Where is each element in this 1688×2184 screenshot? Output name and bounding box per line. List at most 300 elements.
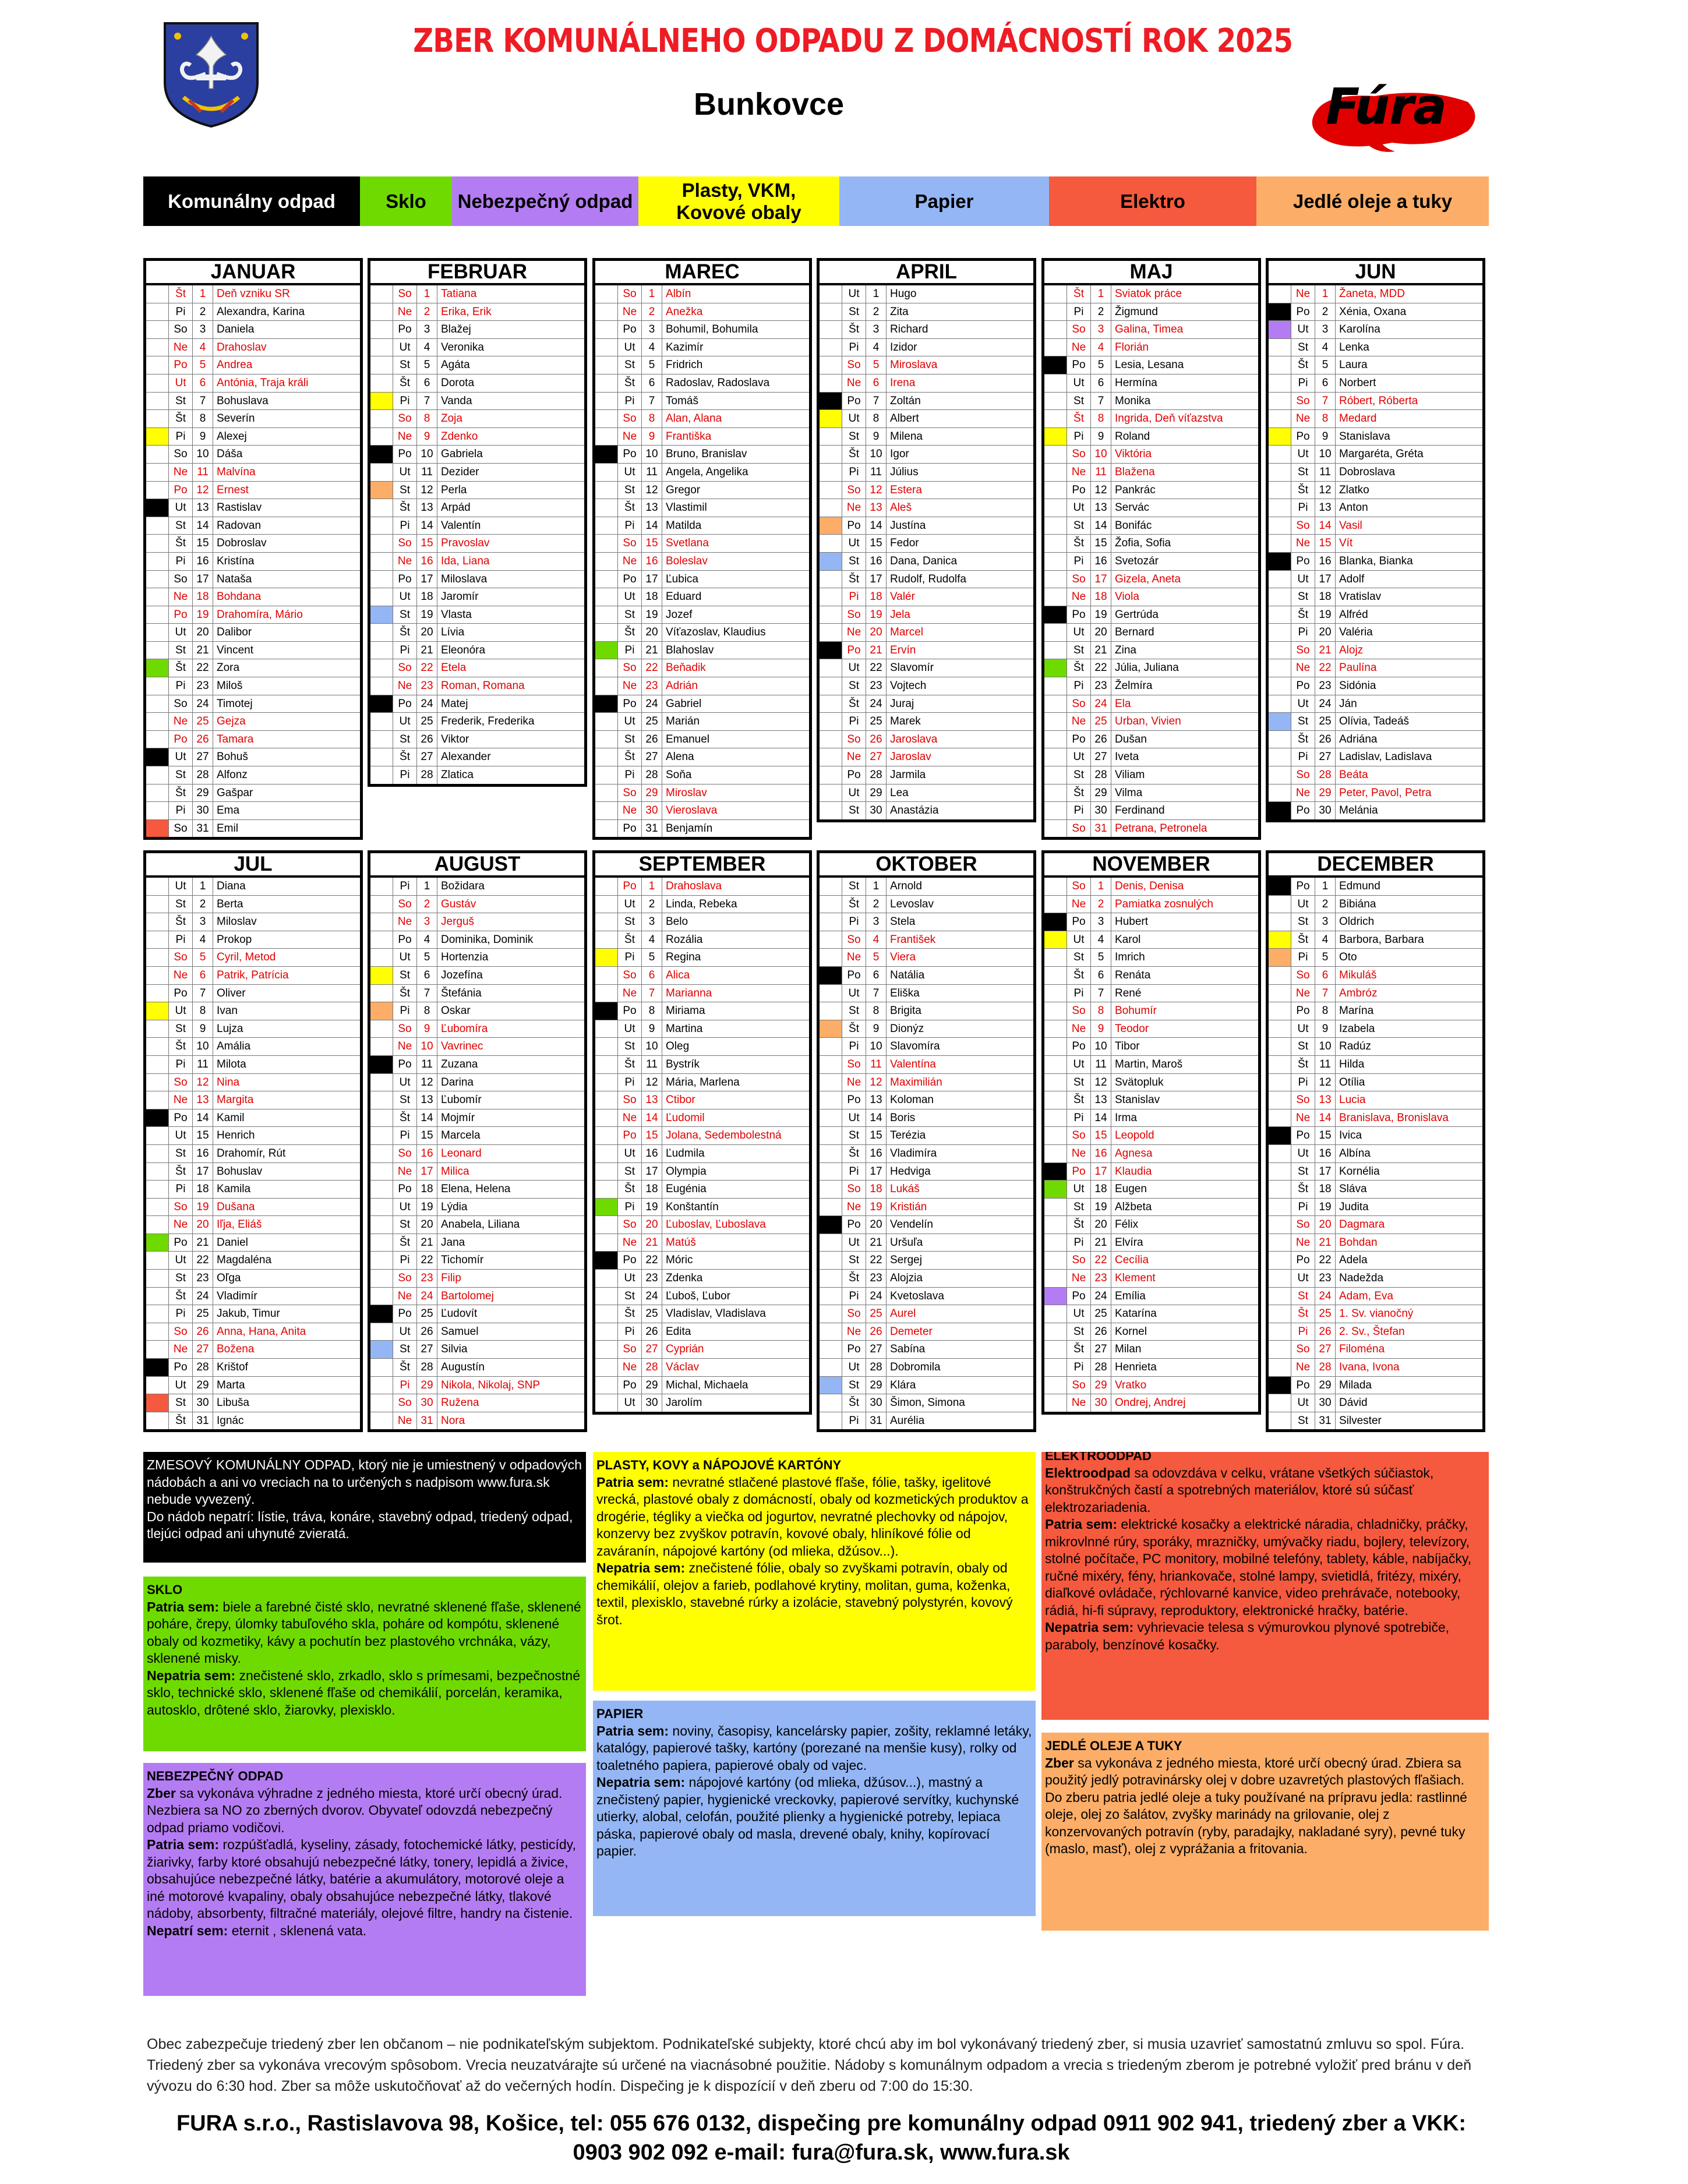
day-row [595, 606, 809, 624]
nameday: Ľudmila [666, 1147, 705, 1160]
day-number: 7 [417, 985, 437, 1002]
collection-cell [146, 1091, 169, 1109]
day-row [820, 1252, 1033, 1270]
day-number: 9 [1091, 428, 1111, 446]
day-number: 4 [642, 339, 662, 356]
collection-cell [595, 931, 618, 949]
day-number: 18 [193, 588, 213, 606]
nameday: René [1115, 987, 1142, 999]
day-number: 3 [642, 913, 662, 931]
day-row [820, 410, 1033, 428]
day-number: 1 [1315, 285, 1336, 303]
day-number: 4 [417, 931, 437, 949]
day-row [1044, 624, 1258, 642]
day-number: 29 [193, 784, 213, 802]
weekday: Po [1067, 482, 1091, 499]
day-row [1269, 949, 1482, 967]
collection-cell [1269, 784, 1291, 802]
day-row [1269, 428, 1482, 446]
collection-cell [820, 339, 842, 356]
day-row [146, 878, 360, 896]
day-number: 26 [866, 731, 887, 748]
collection-marker-plasty [1269, 931, 1291, 949]
day-row [1044, 1359, 1258, 1377]
day-number: 12 [866, 1074, 887, 1091]
day-number: 18 [866, 1181, 887, 1198]
nameday: Klement [1115, 1272, 1156, 1285]
day-number: 17 [1091, 1163, 1111, 1181]
day-row [1269, 878, 1482, 896]
weekday: Pi [169, 428, 193, 446]
collection-cell [370, 1252, 393, 1269]
day-number: 26 [642, 731, 662, 748]
nameday: Vladimír [217, 1289, 257, 1302]
collection-cell [146, 374, 169, 392]
month-title: OKTOBER [820, 853, 1033, 878]
day-row [146, 967, 360, 985]
nameday: Radúz [1339, 1040, 1371, 1053]
nameday: Dobroslava [1339, 465, 1396, 478]
day-number: 28 [1315, 1359, 1336, 1376]
collection-marker-komunalny [370, 1305, 393, 1323]
collection-cell [1269, 482, 1291, 499]
day-row [1269, 1056, 1482, 1074]
oleje-text: Do zberu patria jedlé oleje a tuky používané na prípravu jedla: rastlinné oleje, olej zo šalátov, zvyšky marinády na grilovanie, olej z konzervovaných potravín (ryby, paradajky, nakladané syry), pevné tuky (maslo, masť), olej z vyprážania a fritovania. [1045, 1789, 1467, 1856]
collection-cell [1269, 1020, 1291, 1038]
collection-cell [595, 482, 618, 499]
nameday: Žaneta, MDD [1339, 288, 1405, 300]
collection-cell [595, 802, 618, 819]
day-row [820, 1109, 1033, 1128]
nameday: Adrián [666, 680, 698, 692]
collection-cell [370, 659, 393, 677]
weekday: Po [618, 571, 642, 588]
day-row [595, 1002, 809, 1020]
weekday: Ut [169, 748, 193, 766]
day-row [595, 410, 809, 428]
nameday: Žigmund [1115, 305, 1158, 318]
legend-elektro: Elektro [1049, 176, 1256, 226]
day-row [1269, 967, 1482, 985]
collection-cell [146, 356, 169, 374]
day-number: 20 [1315, 624, 1336, 641]
day-row [370, 1056, 584, 1074]
nameday: Drahoslav [217, 341, 267, 354]
nameday: Ľubica [666, 572, 698, 585]
month-januar [143, 258, 363, 840]
day-number: 10 [193, 1038, 213, 1055]
nameday: Severín [217, 412, 255, 425]
weekday: Ne [169, 1216, 193, 1234]
weekday: St [393, 1091, 417, 1109]
nameday: Antónia, Traja králi [217, 376, 309, 389]
collection-cell [820, 931, 842, 949]
day-row [595, 356, 809, 374]
nameday: Sergej [890, 1254, 922, 1267]
collection-cell [595, 1109, 618, 1127]
weekday: St [1067, 1199, 1091, 1216]
day-number: 26 [1091, 1323, 1111, 1341]
day-number: 22 [417, 1252, 437, 1269]
elektro-nepatria: vyhrievacie telesa s výmurovkou plynové spotrebiče, paraboly, benzínové kosačky. [1045, 1620, 1450, 1652]
weekday: Ut [618, 1394, 642, 1412]
weekday: Ne [393, 913, 417, 931]
day-number: 1 [1091, 878, 1111, 895]
collection-cell [595, 1020, 618, 1038]
nameday: Svätopluk [1115, 1076, 1164, 1089]
collection-cell [595, 1127, 618, 1144]
day-number: 14 [1091, 517, 1111, 535]
collection-cell [1044, 1270, 1067, 1287]
day-row [595, 553, 809, 571]
nameday: Drahomír, Rút [217, 1147, 286, 1160]
collection-cell [595, 766, 618, 784]
weekday: Pi [618, 1323, 642, 1341]
day-number: 6 [642, 967, 662, 984]
weekday: Po [842, 393, 866, 410]
day-row [820, 766, 1033, 784]
day-row [595, 624, 809, 642]
weekday: So [618, 784, 642, 802]
day-row [1044, 499, 1258, 517]
nameday: Slavomíra [890, 1040, 940, 1053]
weekday: Po [1291, 428, 1315, 446]
oleje-zber: sa vykonáva z jedného miesta, ktoré určí obecný úrad. Zbiera sa použitý jedlý potravinársky olej v dobre uzavretých plastových fľašiach. [1045, 1755, 1465, 1787]
day-number: 20 [1315, 1216, 1336, 1234]
collection-cell [370, 339, 393, 356]
weekday: Ne [1067, 339, 1091, 356]
weekday: Po [1291, 1377, 1315, 1394]
collection-cell [1269, 1216, 1291, 1234]
day-row [1044, 1323, 1258, 1341]
nameday: Tichomír [441, 1254, 484, 1267]
weekday: So [393, 659, 417, 677]
weekday: Št [169, 535, 193, 552]
nameday: Viera [890, 951, 916, 964]
day-number: 19 [642, 1199, 662, 1216]
nameday: Ignác [217, 1414, 244, 1427]
collection-cell [1044, 967, 1067, 984]
weekday: Ut [169, 1252, 193, 1269]
weekday: Št [393, 1234, 417, 1252]
day-row [1044, 321, 1258, 339]
day-row [146, 659, 360, 677]
nameday: Soňa [666, 769, 692, 782]
nameday: Boleslav [666, 554, 708, 567]
weekday: So [169, 446, 193, 463]
day-number: 13 [642, 499, 662, 517]
day-row [820, 1163, 1033, 1181]
nameday: Berta [217, 897, 243, 910]
day-number: 27 [642, 748, 662, 766]
collection-cell [1044, 1216, 1067, 1234]
day-row [820, 1091, 1033, 1109]
day-row [820, 588, 1033, 606]
nameday: Viola [1115, 591, 1139, 603]
nameday: Iľja, Eliáš [217, 1218, 262, 1231]
day-row [595, 1163, 809, 1181]
nameday: Izidor [890, 341, 917, 354]
weekday: Ut [1291, 321, 1315, 338]
collection-marker-papier [820, 553, 842, 570]
day-row [370, 878, 584, 896]
nameday: Stanislava [1339, 430, 1390, 443]
day-number: 22 [193, 1252, 213, 1269]
collection-cell [820, 1145, 842, 1162]
day-number: 12 [1091, 482, 1111, 499]
collection-cell [1269, 1038, 1291, 1055]
contact-line-2: 0903 902 092 e-mail: fura@fura.sk, www.fura.sk [573, 2140, 1070, 2165]
day-row [146, 695, 360, 713]
day-number: 17 [193, 1163, 213, 1181]
collection-cell [370, 1377, 393, 1394]
collection-cell [146, 713, 169, 730]
month-title: AUGUST [370, 853, 584, 878]
weekday: So [393, 1270, 417, 1287]
nameday: Bohumil, Bohumila [666, 323, 758, 336]
day-number: 7 [866, 985, 887, 1002]
weekday: So [393, 535, 417, 552]
collection-cell [370, 1412, 393, 1430]
day-number: 5 [417, 949, 437, 966]
day-number: 9 [193, 428, 213, 446]
collection-cell [370, 410, 393, 427]
day-number: 19 [1091, 606, 1111, 624]
weekday: Pi [393, 1252, 417, 1269]
weekday: Pi [1067, 1359, 1091, 1376]
collection-cell [1269, 499, 1291, 517]
nameday: Tomáš [666, 394, 698, 407]
nameday: Stela [890, 916, 916, 928]
day-number: 19 [1091, 1199, 1111, 1216]
weekday: St [842, 677, 866, 695]
weekday: Pi [842, 913, 866, 931]
collection-cell [595, 878, 618, 895]
weekday: Po [1067, 1038, 1091, 1055]
nameday: Agnesa [1115, 1147, 1153, 1160]
nameday: Gašpar [217, 786, 253, 799]
day-row [1269, 731, 1482, 749]
month-title: MAJ [1044, 261, 1258, 285]
day-number: 11 [1091, 464, 1111, 481]
collection-cell [1269, 1252, 1291, 1269]
nameday: Vít [1339, 537, 1353, 550]
nameday: Fedor [890, 537, 919, 550]
nameday: Tibor [1115, 1040, 1140, 1053]
day-row [1044, 356, 1258, 374]
day-number: 14 [1091, 1109, 1111, 1127]
weekday: Ut [1067, 1305, 1091, 1323]
day-number: 13 [642, 1091, 662, 1109]
day-number: 5 [1315, 949, 1336, 966]
weekday: St [393, 967, 417, 984]
nameday: Kornélia [1339, 1165, 1380, 1178]
collection-cell [146, 677, 169, 695]
nameday: Karolína [1339, 323, 1380, 336]
nameday: Gustáv [441, 897, 476, 910]
nameday: Zlatko [1339, 483, 1369, 496]
collection-cell [146, 985, 169, 1002]
day-number: 7 [642, 393, 662, 410]
day-number: 24 [193, 695, 213, 713]
nameday: Svetlana [666, 537, 709, 550]
day-row [595, 1394, 809, 1412]
collection-cell [370, 1323, 393, 1341]
municipality-crest [160, 19, 262, 129]
day-number: 7 [1091, 393, 1111, 410]
day-row [1044, 571, 1258, 589]
day-number: 8 [417, 410, 437, 427]
day-row [146, 1056, 360, 1074]
collection-cell [370, 878, 393, 895]
day-number: 28 [1091, 766, 1111, 784]
weekday: Pi [842, 1412, 866, 1430]
sklo-nepatria: znečistené sklo, zrkadlo, sklo s prímesami, bezpečnostné sklo, technické sklo, sklenené fľaše od chemikálií, porcelán, keramika, autosklo, drôtené sklo, žiarovky, plexisklo. [147, 1667, 581, 1717]
day-number: 11 [1315, 1056, 1336, 1073]
collection-cell [1269, 1341, 1291, 1358]
day-row [820, 1216, 1033, 1234]
day-number: 30 [417, 1394, 437, 1412]
day-row [595, 1145, 809, 1163]
weekday: Pi [1067, 677, 1091, 695]
collection-cell [595, 571, 618, 588]
nameday: Samuel [441, 1325, 479, 1338]
day-number: 18 [1315, 1181, 1336, 1198]
nameday: Albín [666, 288, 691, 300]
collection-cell [1269, 677, 1291, 695]
day-row [146, 913, 360, 931]
day-number: 18 [417, 588, 437, 606]
day-number: 19 [866, 606, 887, 624]
collection-cell [146, 784, 169, 802]
weekday: Ut [393, 1074, 417, 1091]
collection-cell [1044, 499, 1067, 517]
month-maj [1041, 258, 1261, 840]
day-row [595, 1288, 809, 1306]
day-row [1044, 1002, 1258, 1020]
collection-cell [1044, 878, 1067, 895]
weekday: Ne [842, 374, 866, 392]
day-row [820, 695, 1033, 713]
collection-cell [146, 517, 169, 535]
weekday: So [169, 1323, 193, 1341]
day-number: 9 [866, 428, 887, 446]
papier-nepatria-label: Nepatria sem: [596, 1775, 686, 1790]
legend-komunalny: Komunálny odpad [143, 176, 360, 226]
collection-cell [820, 1412, 842, 1430]
day-row [146, 588, 360, 606]
collection-cell [370, 1163, 393, 1181]
collection-cell [1269, 446, 1291, 463]
day-row [370, 1020, 584, 1038]
day-number: 25 [1091, 713, 1111, 730]
nameday: Marcel [890, 626, 924, 639]
info-komunalny [143, 1452, 586, 1563]
day-row [820, 1020, 1033, 1038]
nameday: Filoména [1339, 1343, 1385, 1356]
day-number: 10 [1315, 446, 1336, 463]
nameday: Marek [890, 715, 921, 728]
day-row [146, 1163, 360, 1181]
weekday: So [393, 896, 417, 913]
info-plasty [593, 1452, 1036, 1691]
weekday: Ne [1291, 1109, 1315, 1127]
collection-cell [1269, 1002, 1291, 1020]
nameday: Vavrinec [441, 1040, 483, 1053]
weekday: Po [1291, 1252, 1315, 1269]
day-row [146, 985, 360, 1003]
collection-cell [370, 588, 393, 606]
collection-cell [595, 624, 618, 641]
weekday: Pi [169, 553, 193, 570]
weekday: So [1067, 1377, 1091, 1394]
day-row [1044, 1181, 1258, 1199]
day-row [1044, 931, 1258, 949]
weekday: Ut [169, 499, 193, 517]
day-number: 12 [642, 482, 662, 499]
nameday: Marcela [441, 1129, 481, 1142]
collection-cell [370, 1020, 393, 1038]
weekday: So [618, 659, 642, 677]
nameday: Bohdan [1339, 1236, 1378, 1249]
day-row [820, 949, 1033, 967]
day-row [146, 428, 360, 446]
collection-marker-oleje [370, 1002, 393, 1020]
weekday: Ut [842, 410, 866, 427]
weekday: Pi [618, 393, 642, 410]
day-row [370, 1359, 584, 1377]
collection-cell [820, 1181, 842, 1198]
nameday: Kamila [217, 1183, 251, 1196]
collection-cell [1269, 642, 1291, 659]
nameday: Daniela [217, 323, 255, 336]
weekday: Št [1067, 659, 1091, 677]
nameday: Oskar [441, 1005, 471, 1017]
day-row [1269, 677, 1482, 695]
weekday: So [618, 1216, 642, 1234]
collection-cell [370, 321, 393, 338]
collection-cell [1044, 410, 1067, 427]
collection-cell [595, 713, 618, 730]
nameday: Alexandra, Karina [217, 305, 305, 318]
nameday: Richard [890, 323, 928, 336]
weekday: So [618, 410, 642, 427]
weekday: Ut [1291, 1270, 1315, 1287]
weekday: Ut [169, 878, 193, 895]
collection-cell [820, 1074, 842, 1091]
nameday: Hugo [890, 288, 917, 300]
nameday: Ferdinand [1115, 804, 1165, 817]
collection-cell [1044, 517, 1067, 535]
day-row [1269, 517, 1482, 535]
weekday: Št [842, 1020, 866, 1038]
weekday: St [1067, 1323, 1091, 1341]
nameday: Emil [217, 822, 238, 835]
weekday: Ne [393, 553, 417, 570]
day-number: 17 [417, 1163, 437, 1181]
collection-cell [370, 1074, 393, 1091]
nameday: Oleg [666, 1040, 690, 1053]
day-row [1044, 913, 1258, 931]
weekday: St [169, 1145, 193, 1162]
day-row [1044, 896, 1258, 914]
day-row [146, 677, 360, 695]
day-row [146, 731, 360, 749]
nameday: Kazimír [666, 341, 704, 354]
day-number: 2 [866, 303, 887, 321]
weekday: Št [169, 285, 193, 303]
day-row [370, 410, 584, 428]
